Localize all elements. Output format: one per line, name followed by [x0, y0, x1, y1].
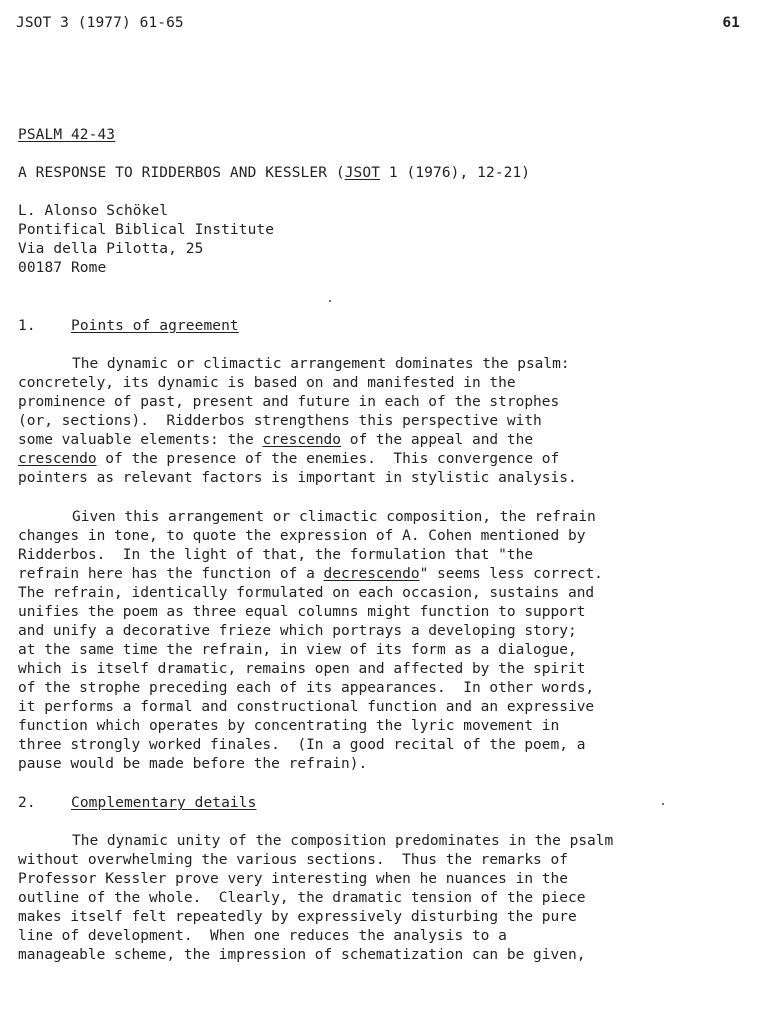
text-span: of the appeal and the — [341, 432, 534, 448]
section-2-title: Complementary details — [71, 795, 257, 811]
text-line: three strongly worked finales. (In a good recital of the poem, a — [18, 737, 586, 753]
text-span: " seems less correct. — [419, 566, 603, 582]
subtitle-journal: JSOT — [344, 165, 381, 181]
text-line: The refrain, identically formulated on each occasion, sustains and — [18, 585, 595, 601]
text-line: function which operates by concentrating the lyric movement in — [18, 718, 560, 734]
section-1-title: Points of agreement — [71, 318, 239, 334]
text-line: Professor Kessler prove very interesting when he nuances in the — [18, 871, 568, 887]
text-line: which is itself dramatic, remains open and affected by the spirit — [18, 661, 586, 677]
text-line: (or, sections). Ridderbos strengthens this perspective with — [18, 413, 542, 429]
text-line: unifies the poem as three equal columns might function to support — [18, 604, 586, 620]
text-line: prominence of past, present and future in each of the strophes — [18, 394, 560, 410]
text-span: refrain here has the function of a — [18, 566, 324, 582]
speck-mark — [329, 300, 331, 302]
text-line: without overwhelming the various sections. Thus the remarks of — [18, 852, 568, 868]
text-line: and unify a decorative frieze which portrays a developing story; — [18, 623, 577, 639]
text-line: manageable scheme, the impression of schematization can be given, — [18, 947, 586, 963]
subtitle-suffix: 1 (1976), 12-21) — [380, 165, 531, 181]
article-title: PSALM 42-43 — [18, 127, 116, 143]
text-span: some valuable elements: the — [18, 432, 263, 448]
text-line: pause would be made before the refrain). — [18, 756, 368, 772]
text-line: at the same time the refrain, in view of its form as a dialogue, — [18, 642, 577, 658]
text-line: Ridderbos. In the light of that, the formulation that "the — [18, 547, 534, 563]
section-2-number: 2. — [18, 795, 36, 811]
text-line — [18, 450, 748, 469]
section-2-heading — [18, 794, 256, 813]
text-line: concretely, its dynamic is based on and manifested in the — [18, 375, 516, 391]
author-address-city: 00187 Rome — [18, 260, 107, 276]
text-line: The dynamic or climactic arrangement dominates the psalm: — [72, 356, 570, 372]
section-1-heading — [18, 317, 239, 336]
text-line: pointers as relevant factors is important in stylistic analysis. — [18, 470, 577, 486]
text-line — [18, 431, 748, 450]
text-line: makes itself felt repeatedly by expressively disturbing the pure — [18, 909, 577, 925]
emphasis-decrescendo: decrescendo — [323, 566, 420, 582]
journal-reference: JSOT 3 (1977) 61-65 — [16, 15, 184, 31]
emphasis-crescendo: crescendo — [18, 451, 97, 467]
speck-mark — [662, 803, 664, 805]
author-affiliation: Pontifical Biblical Institute — [18, 222, 275, 238]
text-line: of the strophe preceding each of its appearances. In other words, — [18, 680, 595, 696]
text-line — [18, 565, 748, 584]
section-2-paragraph-1 — [18, 832, 748, 965]
text-line: outline of the whole. Clearly, the dramatic tension of the piece — [18, 890, 586, 906]
page-number: 61 — [722, 15, 740, 31]
subtitle-prefix: A RESPONSE TO RIDDERBOS AND KESSLER ( — [18, 165, 345, 181]
author-name: L. Alonso Schökel — [18, 203, 169, 219]
section-1-paragraph-2 — [18, 508, 748, 774]
section-1-paragraph-1 — [18, 355, 748, 488]
text-span: of the presence of the enemies. This convergence of — [96, 451, 560, 467]
emphasis-crescendo: crescendo — [262, 432, 342, 448]
author-address-street: Via della Pilotta, 25 — [18, 241, 204, 257]
section-1-number: 1. — [18, 318, 36, 334]
text-line: it performs a formal and constructional function and an expressive — [18, 699, 595, 715]
text-line: The dynamic unity of the composition predominates in the psalm — [72, 833, 614, 849]
text-line: line of development. When one reduces the analysis to a — [18, 928, 507, 944]
text-line: changes in tone, to quote the expression of A. Cohen mentioned by — [18, 528, 586, 544]
text-line: Given this arrangement or climactic composition, the refrain — [72, 509, 596, 525]
article-subtitle — [18, 164, 530, 183]
